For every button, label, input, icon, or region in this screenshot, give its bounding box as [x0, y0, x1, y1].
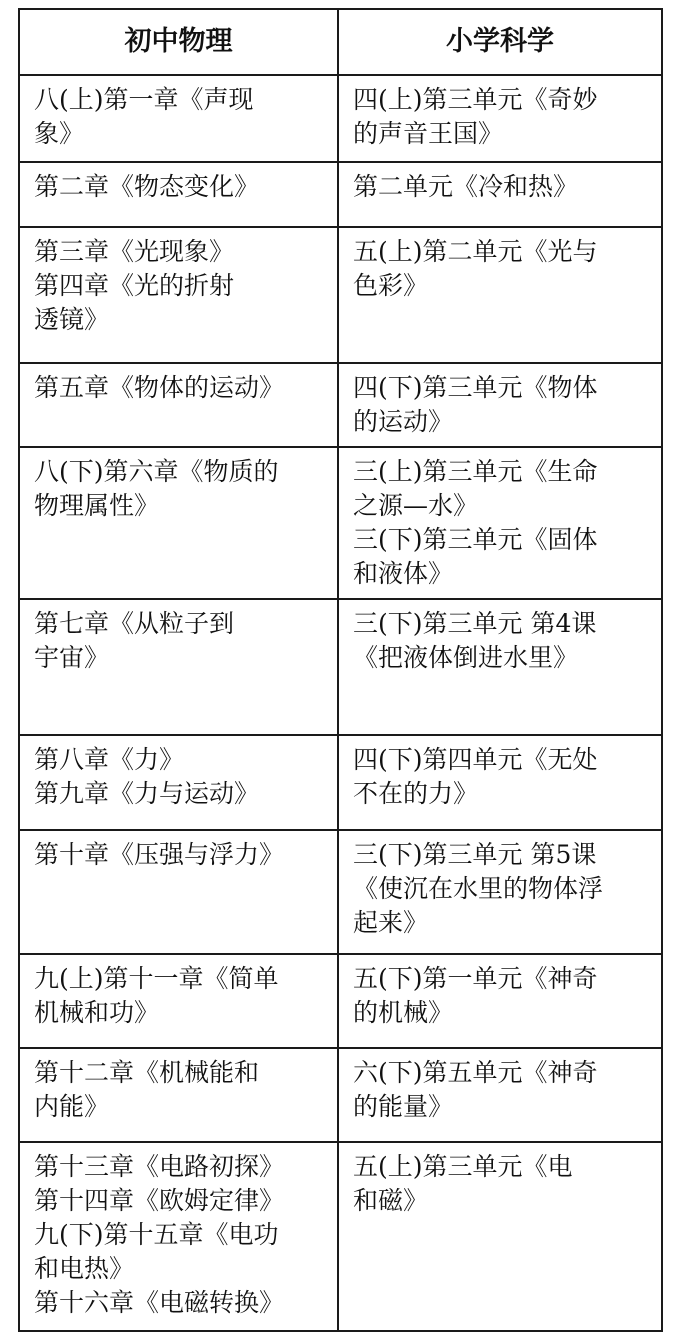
cell-text-line: 机械和功》	[34, 997, 160, 1027]
cell-text-line: 六(下)第五单元《神奇	[353, 1057, 598, 1087]
physics-cell	[20, 830, 338, 954]
science-cell	[338, 599, 661, 735]
science-cell	[338, 227, 661, 363]
physics-cell	[20, 162, 338, 227]
cell-text-line: 起来》	[353, 907, 429, 937]
cell-text-line: 不在的力》	[353, 779, 479, 809]
cell-text-line: 五(上)第三单元《电	[353, 1151, 573, 1181]
science-cell	[338, 735, 661, 829]
cell-text-line: 五(上)第二单元《光与	[353, 237, 598, 267]
cell-text-line: 九(上)第十一章《简单	[34, 963, 279, 993]
physics-cell	[20, 1142, 338, 1330]
table-row	[20, 227, 661, 363]
cell-text-line: 第十三章《电路初探》	[34, 1151, 285, 1181]
table-row	[20, 75, 661, 162]
cell-text-line: 四(下)第三单元《物体	[353, 373, 598, 403]
table-row	[20, 830, 661, 954]
table-header-row	[20, 10, 661, 75]
cell-text-line: 宇宙》	[34, 643, 110, 673]
cell-text-line: 透镜》	[34, 305, 110, 335]
physics-cell	[20, 75, 338, 162]
cell-text-line: 的声音王国》	[353, 119, 504, 148]
cell-text-line: 三(下)第三单元 第4课	[353, 609, 597, 639]
cell-text-line: 第三章《光现象》	[34, 237, 235, 267]
cell-text-line: 的运动》	[353, 407, 454, 437]
comparison-table-frame	[18, 8, 663, 1332]
cell-text-line: 第十六章《电磁转换》	[34, 1287, 285, 1317]
table-body	[20, 75, 661, 1330]
physics-cell	[20, 447, 338, 599]
science-cell	[338, 954, 661, 1048]
cell-text-line: 三(下)第三单元《固体	[353, 525, 598, 555]
cell-text-line: 的能量》	[353, 1091, 454, 1121]
table-row	[20, 1048, 661, 1142]
cell-text-line: 象》	[34, 119, 85, 148]
header-primary-science: 小学科学	[338, 10, 661, 75]
cell-text-line: 《把液体倒进水里》	[353, 643, 579, 673]
table-row	[20, 735, 661, 829]
cell-text-line: 和电热》	[34, 1253, 135, 1283]
physics-cell	[20, 227, 338, 363]
cell-text-line: 四(下)第四单元《无处	[353, 745, 598, 775]
cell-text-line: 五(下)第一单元《神奇	[353, 963, 598, 993]
cell-text-line: 第十二章《机械能和	[34, 1057, 260, 1087]
cell-text-line: 第四章《光的折射	[34, 271, 235, 301]
cell-text-line: 内能》	[34, 1091, 110, 1121]
science-cell	[338, 830, 661, 954]
cell-text-line: 第二单元《冷和热》	[353, 172, 579, 202]
physics-cell	[20, 735, 338, 829]
cell-text-line: 四(上)第三单元《奇妙	[353, 85, 598, 114]
cell-text-line: 三(下)第三单元 第5课	[353, 839, 597, 869]
cell-text-line: 和液体》	[353, 559, 454, 589]
cell-text-line: 的机械》	[353, 997, 454, 1027]
science-cell	[338, 162, 661, 227]
cell-text-line: 八(上)第一章《声现	[34, 85, 254, 114]
cell-text-line: 第九章《力与运动》	[34, 779, 260, 809]
science-cell	[338, 1142, 661, 1330]
cell-text-line: 《使沉在水里的物体浮	[353, 873, 604, 903]
science-cell	[338, 363, 661, 447]
cell-text-line: 物理属性》	[34, 491, 160, 521]
science-cell	[338, 447, 661, 599]
table-row	[20, 447, 661, 599]
physics-cell	[20, 954, 338, 1048]
curriculum-comparison-table	[20, 10, 661, 1330]
physics-cell	[20, 363, 338, 447]
cell-text-line: 第十四章《欧姆定律》	[34, 1185, 285, 1215]
physics-cell	[20, 599, 338, 735]
cell-text-line: 色彩》	[353, 271, 429, 301]
cell-text-line: 第十章《压强与浮力》	[34, 839, 285, 869]
science-cell	[338, 75, 661, 162]
physics-cell	[20, 1048, 338, 1142]
table-row	[20, 162, 661, 227]
cell-text-line: 第七章《从粒子到	[34, 609, 235, 639]
cell-text-line: 和磁》	[353, 1185, 429, 1215]
table-row	[20, 954, 661, 1048]
science-cell	[338, 1048, 661, 1142]
cell-text-line: 第五章《物体的运动》	[34, 373, 285, 403]
cell-text-line: 九(下)第十五章《电功	[34, 1219, 279, 1249]
cell-text-line: 之源—水》	[353, 491, 479, 521]
table-row	[20, 363, 661, 447]
cell-text-line: 三(上)第三单元《生命	[353, 457, 598, 487]
cell-text-line: 第二章《物态变化》	[34, 172, 260, 202]
cell-text-line: 第八章《力》	[34, 745, 185, 775]
header-junior-physics: 初中物理	[20, 10, 338, 75]
table-row	[20, 599, 661, 735]
table-row	[20, 1142, 661, 1330]
cell-text-line: 八(下)第六章《物质的	[34, 457, 279, 487]
